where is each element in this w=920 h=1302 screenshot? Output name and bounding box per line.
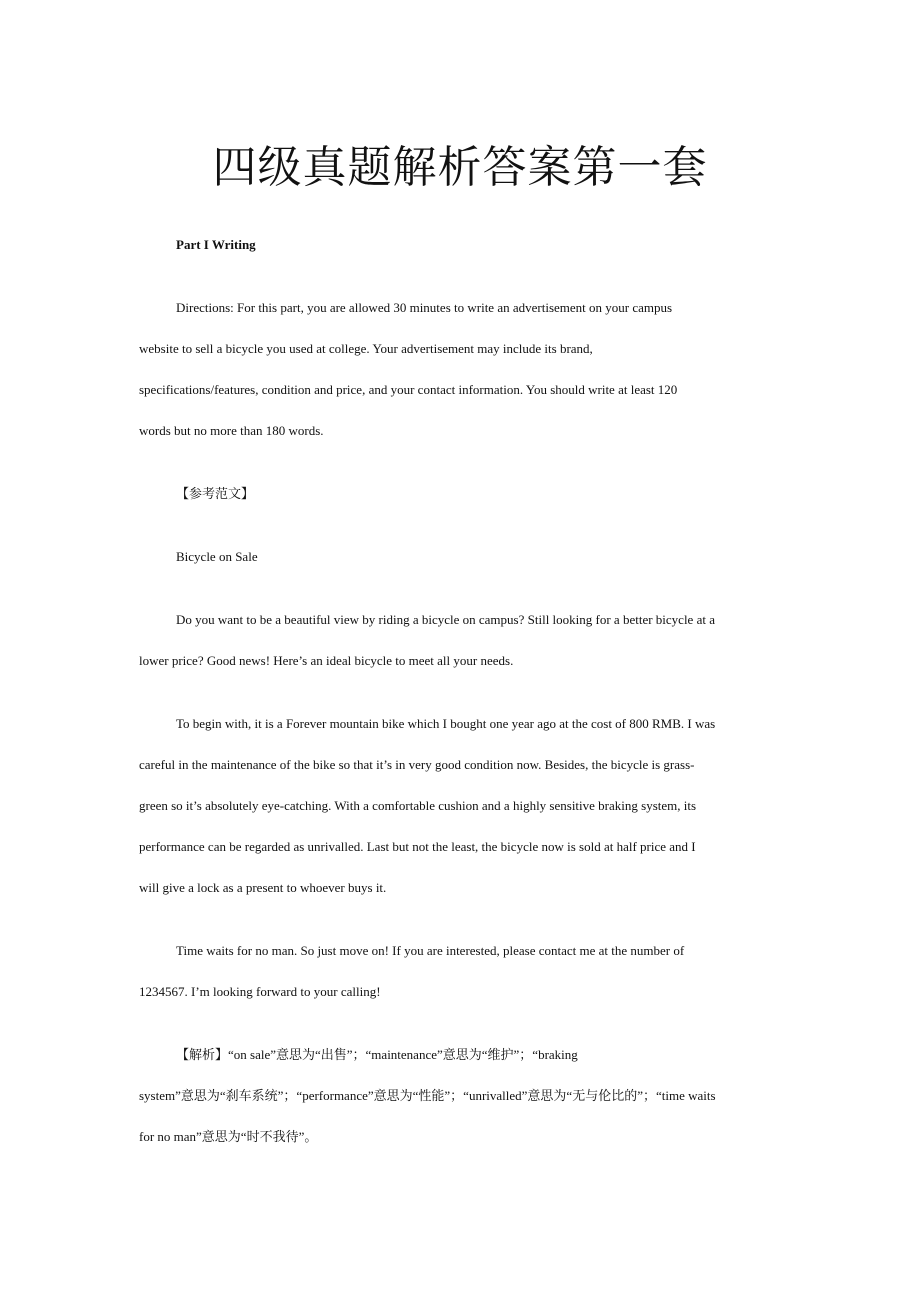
essay-paragraph-3-line: Time waits for no man. So just move on! If you are interested, please contact me at the number of (176, 943, 685, 958)
essay-paragraph-1-line: lower price? Good news! Here’s an ideal bicycle to meet all your needs. (139, 653, 514, 668)
essay-paragraph-1-line: Do you want to be a beautiful view by riding a bicycle on campus? Still looking for a better bicycle at a (176, 612, 715, 627)
document-title: 四级真题解析答案第一套 (212, 142, 708, 193)
directions-line: words but no more than 180 words. (139, 423, 324, 438)
directions-line: Directions: For this part, you are allowed 30 minutes to write an advertisement on your campus (176, 300, 673, 315)
analysis-line: system”意思为“刹车系统”；“performance”意思为“性能”；“unrivalled”意思为“无与伦比的”；“time waits (139, 1088, 716, 1103)
directions-line: website to sell a bicycle you used at college. Your advertisement may include its brand, (139, 341, 593, 356)
essay-paragraph-2-line: To begin with, it is a Forever mountain bike which I bought one year ago at the cost of 800 RMB. I was (176, 716, 716, 731)
directions-line: specifications/features, condition and price, and your contact information. You should write at least 120 (139, 382, 678, 397)
essay-paragraph-2-line: performance can be regarded as unrivalled. Last but not the least, the bicycle now is sold at half price and I (139, 839, 696, 854)
section-heading: Part I Writing (176, 237, 256, 252)
analysis-line: for no man”意思为“时不我待”。 (139, 1129, 318, 1144)
analysis-line: 【解析】“on sale”意思为“出售”；“maintenance”意思为“维护”；“braking (176, 1047, 578, 1062)
sample-essay-label: 【参考范文】 (176, 486, 255, 501)
essay-title: Bicycle on Sale (176, 549, 258, 564)
essay-paragraph-2-line: will give a lock as a present to whoever buys it. (139, 880, 387, 895)
essay-paragraph-2-line: careful in the maintenance of the bike so that it’s in very good condition now. Besides, the bicycle is grass- (139, 757, 695, 772)
essay-paragraph-2-line: green so it’s absolutely eye-catching. With a comfortable cushion and a highly sensitive braking system, its (139, 798, 697, 813)
essay-paragraph-3-line: 1234567. I’m looking forward to your calling! (139, 984, 381, 999)
